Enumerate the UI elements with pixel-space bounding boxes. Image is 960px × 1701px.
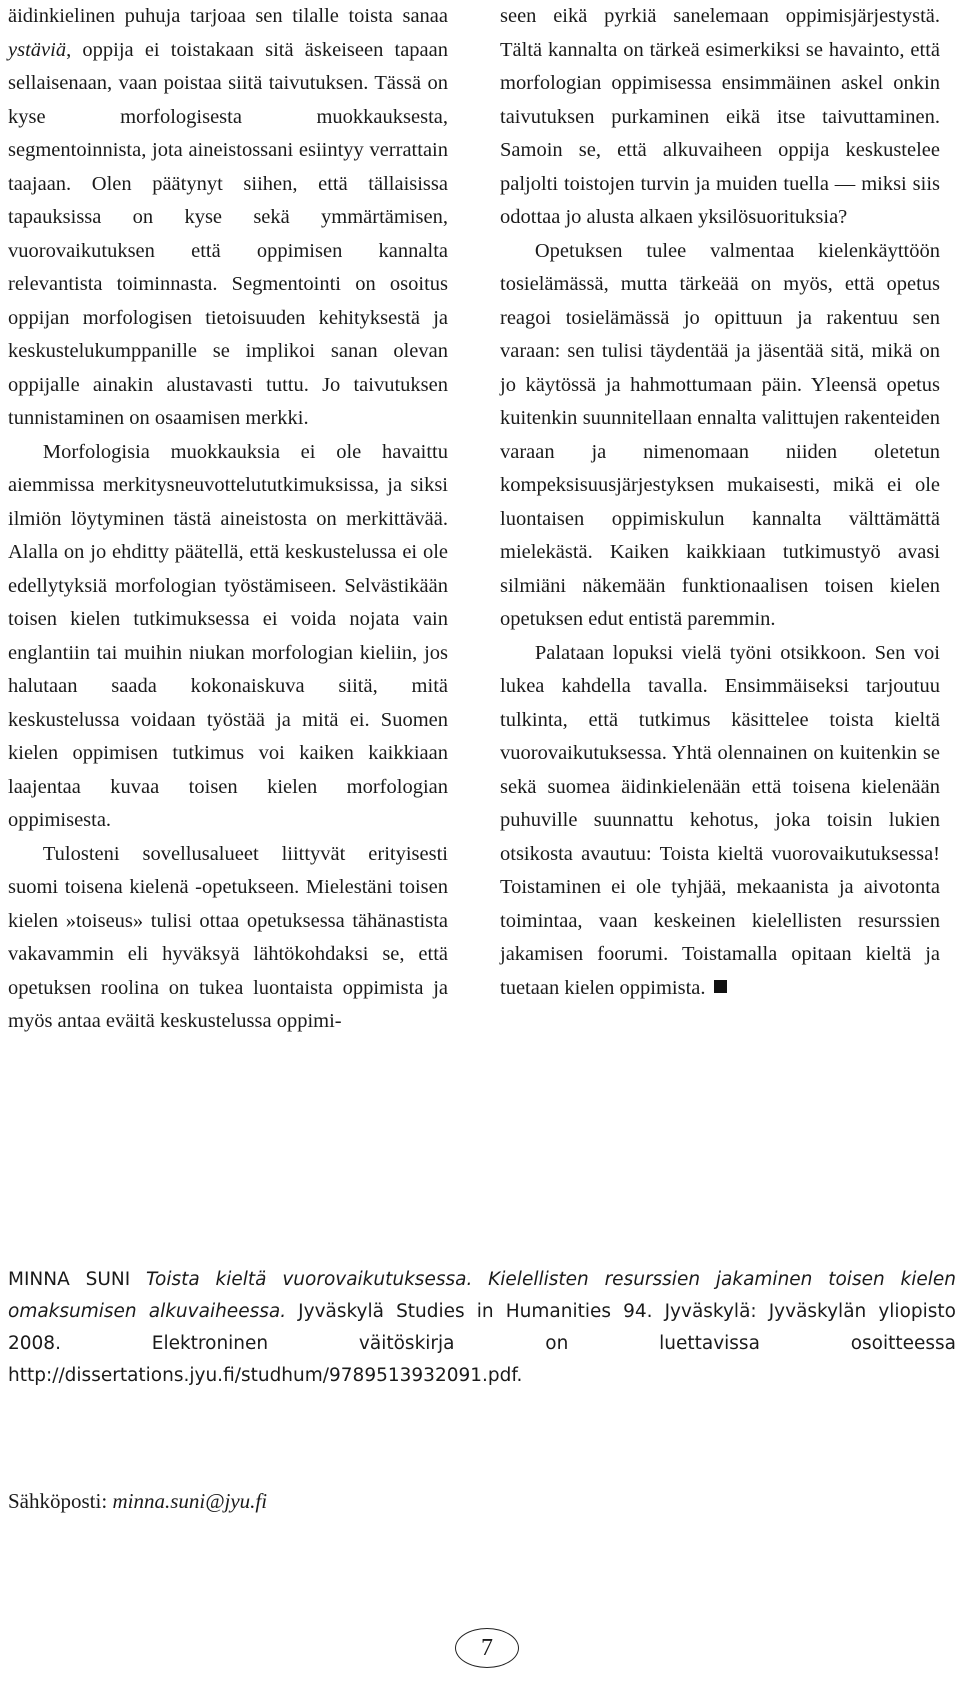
contact-line [8,1486,608,1516]
email-address[interactable]: minna.suni@jyu.fi [112,1489,268,1513]
reference-author: MINNA SUNI [8,1269,131,1290]
left-paragraph-3: Tulosteni sovellusalueet liittyvät erityisesti suomi toisena kielenä -opetukseen. Mielestäni toisen kielen »toiseus» tulisi ottaa opetuksessa tähänastista vakavammin eli hyväksyä lähtökohdaksi se, että opetuksen roolina on tukea luontaista oppimista ja myös antaa eväitä keskustelussa oppimi- [8,842,448,1032]
left-column [8,0,448,1039]
left-paragraph-2: Morfologisia muokkauksia ei ole havaittu aiemmissa merkitysneuvottelututkimuksissa, ja siksi ilmiön löytyminen tästä aineistosta on merkittävää. Alalla on jo ehditty päätellä, että keskustelussa ei ole edellytyksiä morfologian työstämiseen. Selvästikään toisen kielen tutkimuksessa ei voida nojata vain englantiin tai muihin niukan morfologian kieliin, jos halutaan saada kokonaiskuva siitä, mitä keskustelussa voidaan työstää ja mitä ei. Suomen kielen oppimisen tutkimus voi kaiken kaikkiaan laajentaa kuvaa toisen kielen morfologian oppimisesta. [8,440,448,831]
page-number: 7 [481,1634,493,1661]
text-run: Palataan lopuksi vielä työni otsikkoon. Sen voi lukea kahdella tavalla. Ensimmäiseksi tarjoutuu tulkinta, että tutkimus käsittelee toista kieltä vuorovaikutuksessa. Yhtä olennainen on kuitenkin se sekä suomea äidinkielenään että toisena kielenään puhuville suunnattu kehotus, joka toisin lukien otsikosta avautuu: Toista kieltä vuorovaikutuksessa! Toistaminen ei ole tyhjää, mekaanista ja aivotonta toimintaa, vaan keskeinen kielellisten resurssien jakamisen foorumi. Toistamalla opitaan kieltä ja tuetaan kielen oppimista. [500,641,940,999]
email-label: Sähköposti: [8,1489,108,1513]
page-number-badge [455,1628,519,1668]
book-reference [8,1264,956,1392]
left-paragraph-1 [8,0,448,436]
right-paragraph-2: Opetuksen tulee valmentaa kielenkäyttöön tosielämässä, mutta tärkeää on myös, että opetus reagoi tosielämässä jo opittuun ja rakentuu sen varaan: sen tulisi täydentää ja jäsentää sitä, mikä on jo käytössä ja hahmottumaan päin. Yleensä opetus kuitenkin suunnitellaan ennalta valittujen rakenteiden varaan ja nimenomaan niiden oletetun kompeksisuusjärjestyksen mukaisesti, mikä ei ole luontaisen oppimiskulun kannalta välttämättä mielekästä. Kaiken kaikkiaan tutkimustyö avasi silmiäni näkemään funktionaalisen toisen kielen opetuksen edut entistä paremmin. [500,239,940,630]
text-run: äidinkielinen puhuja tarjoaa sen tilalle toista sanaa [8,5,448,27]
reference-title: Toista kieltä vuorovaikutuksessa. Kielellisten resurssien jakaminen toisen kielen omaksumisen alkuvaiheessa. [8,1269,957,1322]
right-column [500,0,940,1005]
end-of-article-square-icon [714,980,727,993]
right-paragraph-3 [500,637,940,1006]
text-run: , oppija ei toistakaan sitä äskeiseen tapaan sellaisenaan, vaan poistaa siitä taivutuksen. Tässä on kyse morfologisesta muokkauksesta, segmentoinnista, jota aineistossani esiintyy verrattain taajaan. Olen päätynyt siihen, että tällaisissa tapauksissa on kyse sekä ymmärtämisen, vuorovaikutuksen että oppimisen kannalta relevantista toiminnasta. Segmentointi on osoitus oppijan morfologisen tietoisuuden kehityksestä ja keskustelukumppanille se implikoi sanan olevan oppijalle ainakin alustavasti tuttu. Jo taivutuksen tunnistaminen on osaamisen merkki. [8,38,448,429]
reference-details: Jyväskylä Studies in Humanities 94. Jyväskylä: Jyväskylän yliopisto 2008. Elektroninen väitöskirja on luettavissa osoitteessa http://dissertations.jyu.fi/studhum/9789513932091.pdf. [8,1301,956,1386]
italic-word: ystäviä [8,38,67,61]
right-paragraph-1: seen eikä pyrkiä sanelemaan oppimisjärjestystä. Tältä kannalta on tärkeä esimerkiksi se havainto, että morfologian oppimisessa ensimmäinen askel onkin taivutuksen purkaminen eikä itse taivuttaminen. Samoin se, että alkuvaiheen oppija keskustelee paljolti toistojen turvin ja muiden tuella — miksi siis odottaa jo alusta alkaen yksilösuorituksia? [500,5,940,228]
